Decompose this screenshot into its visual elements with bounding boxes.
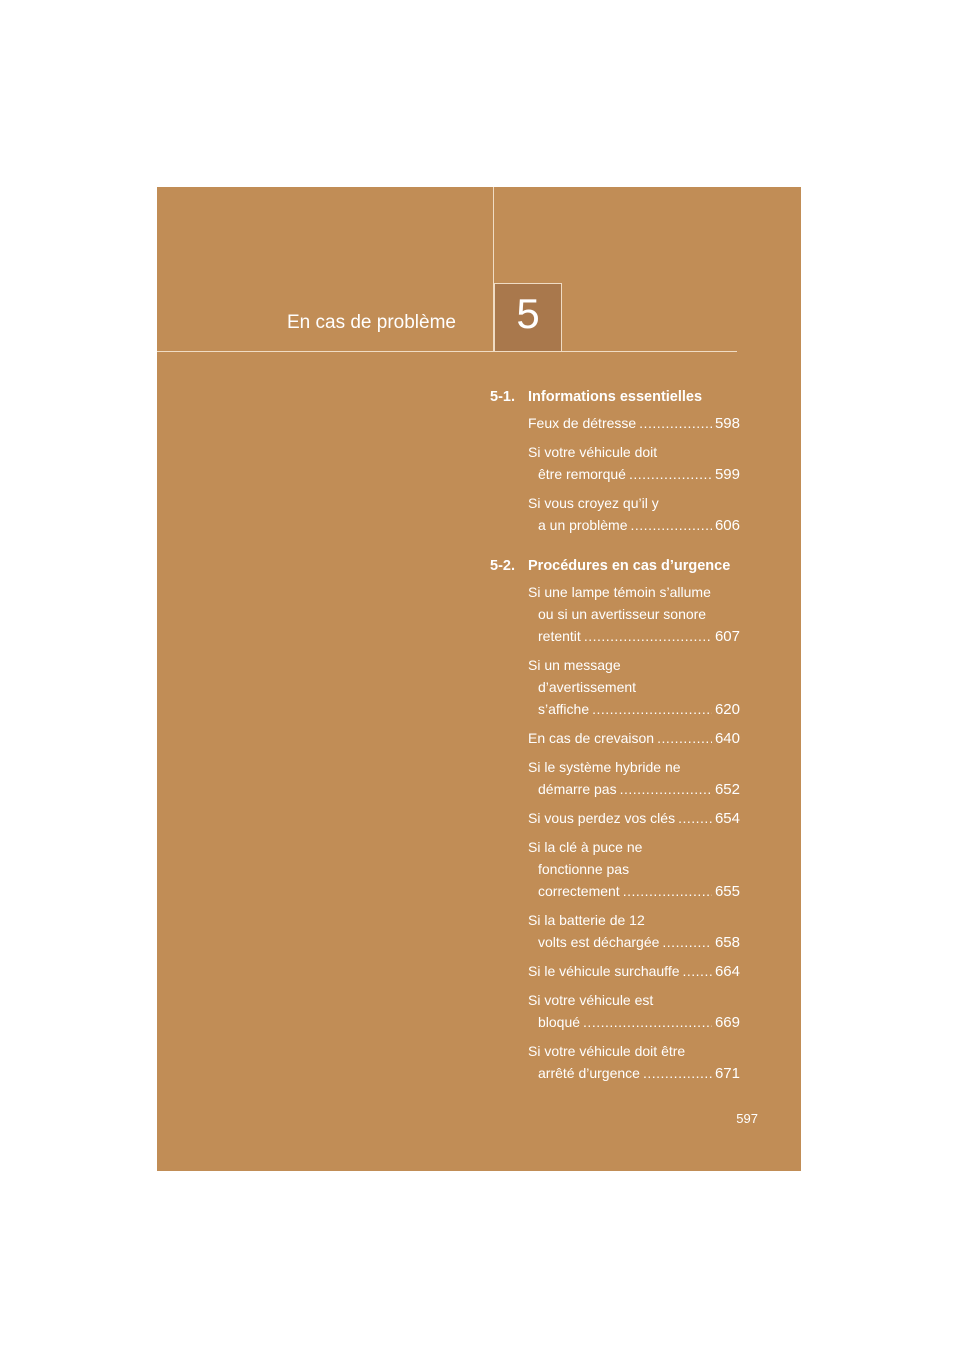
dot-leader	[592, 698, 712, 720]
section-number: 5-1.	[490, 389, 515, 405]
entry-text: d’avertissement	[538, 679, 637, 695]
entry-text: Si une lampe témoin s’allume	[528, 584, 711, 600]
dot-leader	[683, 960, 712, 982]
entry-page-number: 658	[714, 934, 740, 951]
dot-leader	[629, 463, 712, 485]
entry-text: démarre pas	[538, 781, 617, 797]
entry-page-number: 652	[714, 781, 740, 798]
section-heading[interactable]	[490, 555, 740, 581]
horizontal-divider	[157, 351, 737, 352]
toc-section	[490, 386, 740, 537]
dot-leader	[643, 1062, 712, 1084]
entry-text: bloqué	[538, 1014, 581, 1030]
entry-page-number: 620	[714, 701, 740, 718]
section-number: 5-2.	[490, 558, 515, 574]
dot-leader	[631, 514, 712, 536]
entry-text: arrêté d’urgence	[538, 1065, 640, 1081]
entry-text: Si vous perdez vos clés	[528, 810, 676, 826]
toc-entry[interactable]	[528, 492, 740, 537]
page-number: 597	[736, 1111, 758, 1126]
toc-entry[interactable]	[528, 441, 740, 486]
entry-page-number: 640	[714, 730, 740, 747]
toc-entry[interactable]	[528, 1040, 740, 1085]
dot-leader	[584, 625, 712, 647]
dot-leader	[657, 727, 712, 749]
table-of-contents	[490, 386, 740, 1103]
toc-entry[interactable]	[528, 807, 740, 830]
entry-text: correctement	[538, 883, 620, 899]
dot-leader	[639, 412, 712, 434]
entry-text: Si vous croyez qu’il y	[528, 495, 659, 511]
section-title: Procédures en cas d’urgence	[528, 558, 731, 574]
dot-leader	[623, 880, 712, 902]
entry-page-number: 598	[714, 415, 740, 432]
toc-entry[interactable]	[528, 756, 740, 801]
section-title: Informations essentielles	[528, 389, 703, 405]
entry-text: Si la clé à puce ne	[528, 839, 643, 855]
dot-leader	[583, 1011, 712, 1033]
entry-text: Si votre véhicule doit être	[528, 1043, 686, 1059]
entry-text: fonctionne pas	[538, 861, 630, 877]
entry-text: volts est déchargée	[538, 934, 660, 950]
entry-text: Si votre véhicule est	[528, 992, 654, 1008]
section-heading[interactable]	[490, 386, 740, 412]
toc-entry[interactable]	[528, 960, 740, 983]
entry-page-number: 671	[714, 1065, 740, 1082]
entry-text: s’affiche	[538, 701, 590, 717]
entry-page-number: 599	[714, 466, 740, 483]
entry-text: Si votre véhicule doit	[528, 444, 658, 460]
entry-page-number: 655	[714, 883, 740, 900]
toc-entry[interactable]	[528, 727, 740, 750]
toc-section	[490, 555, 740, 1085]
entry-text: être remorqué	[538, 466, 626, 482]
entry-page-number: 664	[714, 963, 740, 980]
dot-leader	[620, 778, 712, 800]
entry-page-number: 669	[714, 1014, 740, 1031]
toc-entry[interactable]	[528, 581, 740, 648]
toc-entry[interactable]	[528, 412, 740, 435]
toc-entry[interactable]	[528, 909, 740, 954]
entry-text: Si un message	[528, 657, 621, 673]
entry-text: a un problème	[538, 517, 628, 533]
entry-text: Feux de détresse	[528, 415, 637, 431]
entry-text: En cas de crevaison	[528, 730, 655, 746]
entry-page-number: 606	[714, 517, 740, 534]
entry-text: Si la batterie de 12	[528, 912, 645, 928]
chapter-number: 5	[516, 290, 540, 337]
dot-leader	[678, 807, 712, 829]
entry-text: Si le véhicule surchauffe	[528, 963, 680, 979]
entry-text: retentit	[538, 628, 581, 644]
chapter-number-box	[494, 283, 562, 351]
toc-entry[interactable]	[528, 654, 740, 721]
entry-text: ou si un avertisseur sonore	[538, 606, 707, 622]
toc-entry[interactable]	[528, 836, 740, 903]
dot-leader	[662, 931, 712, 953]
toc-entry[interactable]	[528, 989, 740, 1034]
entry-text: Si le système hybride ne	[528, 759, 681, 775]
chapter-title: En cas de problème	[287, 312, 456, 333]
entry-page-number: 654	[714, 810, 740, 827]
entry-page-number: 607	[714, 628, 740, 645]
